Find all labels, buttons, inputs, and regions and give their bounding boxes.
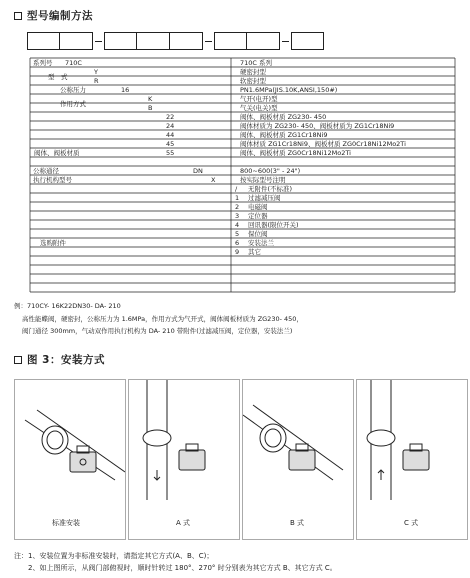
actuator-desc: 按实际型号注明 [240, 176, 286, 184]
accessory-desc: 无附件(不标准) [248, 185, 293, 193]
valve-c-illustration [357, 380, 467, 500]
install-panel-c [356, 379, 468, 540]
accessory-code: 5 [235, 230, 240, 238]
accessory-desc: 定位器 [248, 212, 268, 220]
install-panel-a [128, 379, 240, 540]
accessory-desc: 其它 [248, 248, 261, 256]
accessory-code: 4 [235, 221, 240, 229]
accessory-code: 2 [235, 203, 240, 211]
accessory-code: 3 [235, 212, 240, 220]
material-code: 55 [166, 149, 175, 157]
panel-label-b: B 式 [290, 519, 305, 527]
actuator-label: 执行机构型号 [33, 176, 72, 184]
accessory-code: 6 [235, 239, 240, 247]
install-panel-standard [14, 379, 126, 540]
material-desc: 阀体、阀板材质 ZG1Cr18Ni9 [240, 131, 328, 139]
material-code: 44 [166, 131, 175, 139]
section1-title: 型号编制方法 [14, 8, 93, 23]
panel-label-c: C 式 [404, 519, 419, 527]
diameter-code: DN [193, 167, 203, 175]
material-desc: 阀体材质 ZG1Cr18Ni9、阀板材质 ZG0Cr18Ni12Mo2Ti [240, 140, 406, 148]
valve-standard-illustration [15, 380, 125, 500]
action-code-k: K [148, 95, 153, 103]
valve-b-illustration [243, 380, 353, 500]
note-1: 注：1、安装位置为非标准安装时，请指定其它方式(A、B、C)； [14, 552, 214, 560]
accessory-desc: 过滤减压阀 [248, 194, 281, 202]
type-code-y: Y [94, 68, 98, 76]
example-code: 例：710CY- 16K22DN30- DA- 210 [14, 302, 121, 310]
type-desc-r: 软密封型 [240, 77, 266, 85]
section2-title: 图 3：安装方式 [14, 352, 105, 367]
action-desc-k: 气开(电开)型 [240, 95, 278, 103]
accessory-desc: 电磁阀 [248, 203, 268, 211]
example-desc-2: 阀门通径 300mm，气动双作用执行机构为 DA- 210 带附件(过滤减压阀，定位器，安装法兰) [22, 327, 293, 335]
accessory-label: 选购附件 [40, 239, 66, 247]
diameter-label: 公称通径 [33, 167, 59, 175]
action-code-b: B [148, 104, 153, 112]
accessory-code: 1 [235, 194, 240, 202]
material-label: 阀体、阀板材质 [34, 149, 80, 157]
material-code: 24 [166, 122, 175, 130]
material-desc: 阀体、阀板材质 ZG0Cr18Ni12Mo2Ti [240, 149, 351, 157]
install-panel-b [242, 379, 354, 540]
series-code: 710C [65, 59, 82, 67]
panel-label-standard: 标准安装 [52, 519, 80, 527]
diameter-desc: 800~600(3" - 24") [240, 167, 301, 175]
valve-a-illustration [129, 380, 239, 500]
material-desc: 阀体材质为 ZG230- 450、阀板材质为 ZG1Cr18Ni9 [240, 122, 395, 130]
series-desc: 710C 系列 [240, 59, 273, 67]
note-2: 2、如上图所示，从阀门部俯视时，顺时针转过 180°、270° 时分别表为其它方式 B、其它方式 C。 [14, 564, 337, 572]
accessory-code: / [235, 185, 238, 193]
type-desc-y: 硬密封型 [240, 68, 266, 76]
type-label: 型 式 [48, 73, 68, 81]
panel-label-a: A 式 [176, 519, 191, 527]
accessory-code: 9 [235, 248, 240, 256]
accessory-desc: 安装法兰 [248, 239, 274, 247]
action-desc-b: 气关(电关)型 [240, 104, 278, 112]
action-label: 作用方式 [60, 100, 86, 108]
material-desc: 阀体、阀板材质 ZG230- 450 [240, 113, 327, 121]
actuator-code: X [211, 176, 216, 184]
example-desc-1: 高性能蝶阀，硬密封，公称压力为 1.6MPa，作用方式为气开式，阀体阀板材质为 ZG230- 450， [22, 315, 303, 323]
accessory-desc: 保位阀 [248, 230, 268, 238]
material-code: 45 [166, 140, 175, 148]
material-code: 22 [166, 113, 175, 121]
series-label: 系列号 [33, 59, 53, 67]
checkbox-square-icon [14, 356, 22, 364]
type-code-r: R [94, 77, 99, 85]
pressure-label: 公称压力 [60, 86, 86, 94]
accessory-desc: 回讯器(限位开关) [248, 221, 299, 229]
pressure-desc: PN1.6MPa(JIS.10K,ANSI,150#) [240, 86, 338, 94]
pressure-code: 16 [121, 86, 130, 94]
